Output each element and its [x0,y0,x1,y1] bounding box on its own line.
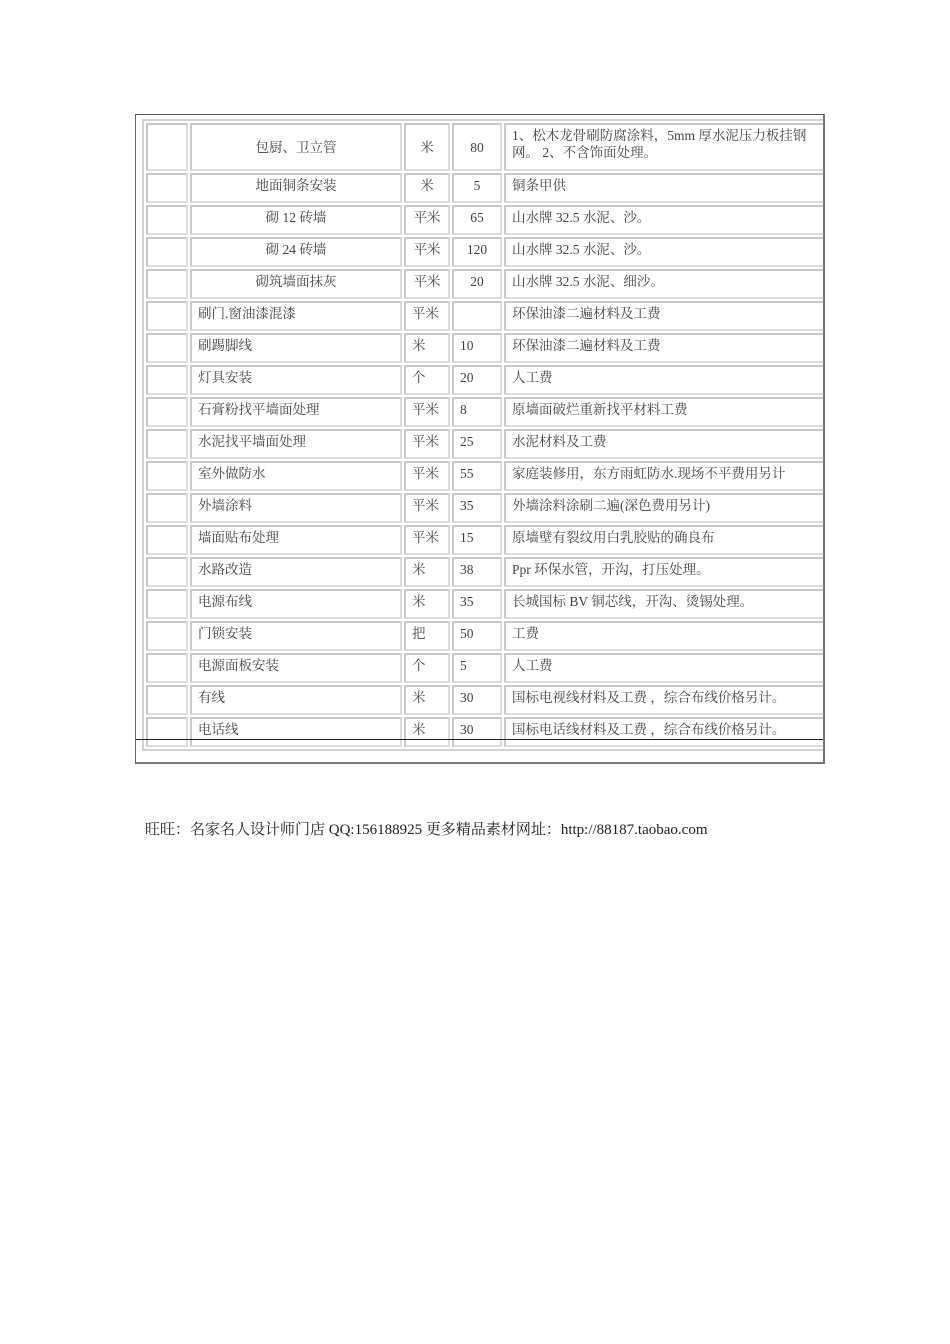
unit-cell: 平米 [404,269,450,299]
table-row [146,589,825,619]
unit-cell: 个 [404,365,450,395]
index-cell [146,301,188,331]
price-cell [452,301,502,331]
item-name-cell: 灯具安装 [190,365,402,395]
unit-cell: 平米 [404,205,450,235]
table-row [146,429,825,459]
unit-cell: 平米 [404,237,450,267]
item-name-cell: 刷踢脚线 [190,333,402,363]
price-cell: 50 [452,621,502,651]
unit-cell: 米 [404,173,450,203]
item-name-cell: 水路改造 [190,557,402,587]
quote-table-body [146,123,825,747]
index-cell [146,653,188,683]
note-cell: 山水牌 32.5 水泥、沙。 [504,205,825,235]
index-cell [146,173,188,203]
note-cell: 环保油漆二遍材料及工费 [504,301,825,331]
unit-cell: 平米 [404,493,450,523]
price-cell: 35 [452,493,502,523]
index-cell [146,365,188,395]
item-name-cell: 室外做防水 [190,461,402,491]
index-cell [146,429,188,459]
price-cell: 20 [452,269,502,299]
item-name-cell: 石膏粉找平墙面处理 [190,397,402,427]
index-cell [146,493,188,523]
price-cell: 15 [452,525,502,555]
index-cell [146,525,188,555]
quote-table [144,121,825,749]
item-name-cell: 砌筑墙面抹灰 [190,269,402,299]
index-cell [146,621,188,651]
item-name-cell: 刷门.窗油漆混漆 [190,301,402,331]
table-row [146,301,825,331]
unit-cell: 平米 [404,429,450,459]
note-cell: 人工费 [504,365,825,395]
note-cell: 原墙壁有裂纹用白乳胶贴的确良布 [504,525,825,555]
table-row [146,333,825,363]
note-cell: 人工费 [504,653,825,683]
table-row [146,461,825,491]
note-cell: 国标电视线材料及工费 ，综合布线价格另计。 [504,685,825,715]
table-row [146,621,825,651]
item-name-cell: 电话线 [190,717,402,747]
price-cell: 38 [452,557,502,587]
table-row [146,237,825,267]
note-cell: 原墙面破烂重新找平材料工费 [504,397,825,427]
price-cell: 30 [452,717,502,747]
table-row [146,365,825,395]
note-cell: 长城国标 BV 铜芯线，开沟、烫锡处理。 [504,589,825,619]
unit-cell: 平米 [404,525,450,555]
unit-cell: 把 [404,621,450,651]
note-cell: 工费 [504,621,825,651]
note-cell: 山水牌 32.5 水泥、沙。 [504,237,825,267]
table-row [146,653,825,683]
price-cell: 65 [452,205,502,235]
table-row [146,557,825,587]
price-cell: 8 [452,397,502,427]
index-cell [146,333,188,363]
item-name-cell: 外墙涂料 [190,493,402,523]
item-name-cell: 电源布线 [190,589,402,619]
item-name-cell: 电源面板安装 [190,653,402,683]
note-cell: 家庭装修用，东方雨虹防水.现场不平费用另计 [504,461,825,491]
item-name-cell: 砌 24 砖墙 [190,237,402,267]
index-cell [146,685,188,715]
footer-contact-line: 旺旺：名家名人设计师门店 QQ:156188925 更多精品素材网址：http://88187.taobao.com [145,822,708,838]
index-cell [146,397,188,427]
price-cell: 5 [452,653,502,683]
unit-cell: 个 [404,653,450,683]
index-cell [146,461,188,491]
unit-cell: 米 [404,557,450,587]
item-name-cell: 包厨、卫立管 [190,123,402,171]
note-cell: 1、松木龙骨刷防腐涂料，5mm 厚水泥压力板挂钢网。 2、不含饰面处理。 [504,123,825,171]
index-cell [146,237,188,267]
table-row [146,269,825,299]
price-cell: 10 [452,333,502,363]
frame-divider [136,739,823,740]
item-name-cell: 门锁安装 [190,621,402,651]
item-name-cell: 有线 [190,685,402,715]
table-row [146,717,825,747]
unit-cell: 平米 [404,397,450,427]
table-row [146,685,825,715]
index-cell [146,589,188,619]
note-cell: Ppr 环保水管，开沟，打压处理。 [504,557,825,587]
note-cell: 水泥材料及工费 [504,429,825,459]
unit-cell: 米 [404,333,450,363]
quote-table-wrapper [142,119,825,751]
outer-table-frame [135,114,825,764]
note-cell: 国标电话线材料及工费 ，综合布线价格另计。 [504,717,825,747]
price-cell: 25 [452,429,502,459]
price-cell: 30 [452,685,502,715]
unit-cell: 米 [404,717,450,747]
table-row [146,123,825,171]
unit-cell: 米 [404,589,450,619]
table-row [146,493,825,523]
table-row [146,205,825,235]
price-cell: 80 [452,123,502,171]
note-cell: 铜条甲供 [504,173,825,203]
price-cell: 120 [452,237,502,267]
table-row [146,525,825,555]
note-cell: 环保油漆二遍材料及工费 [504,333,825,363]
price-cell: 35 [452,589,502,619]
index-cell [146,123,188,171]
unit-cell: 平米 [404,301,450,331]
price-cell: 5 [452,173,502,203]
price-cell: 20 [452,365,502,395]
table-row [146,397,825,427]
index-cell [146,717,188,747]
item-name-cell: 墙面贴布处理 [190,525,402,555]
note-cell: 外墙涂料涂刷二遍(深色费用另计) [504,493,825,523]
index-cell [146,205,188,235]
item-name-cell: 砌 12 砖墙 [190,205,402,235]
unit-cell: 平米 [404,461,450,491]
unit-cell: 米 [404,685,450,715]
note-cell: 山水牌 32.5 水泥、细沙。 [504,269,825,299]
index-cell [146,269,188,299]
index-cell [146,557,188,587]
unit-cell: 米 [404,123,450,171]
price-cell: 55 [452,461,502,491]
table-row [146,173,825,203]
item-name-cell: 地面铜条安装 [190,173,402,203]
item-name-cell: 水泥找平墙面处理 [190,429,402,459]
